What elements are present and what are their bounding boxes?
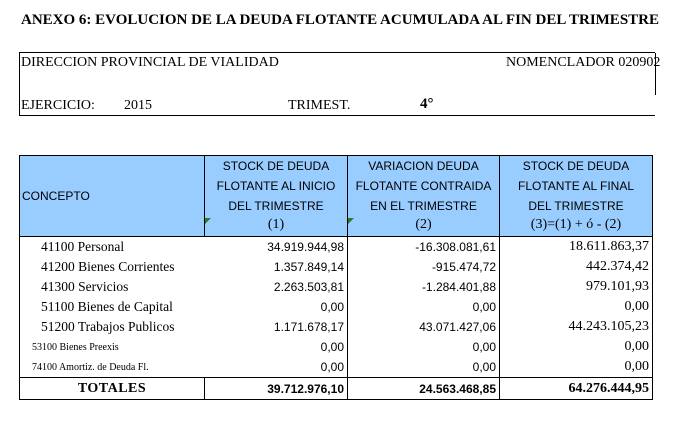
- stock-final-cell: 0,00: [500, 297, 653, 317]
- header-line: (2): [415, 217, 432, 232]
- concepto-cell: 51100 Bienes de Capital: [20, 297, 205, 317]
- header-variacion: [348, 156, 500, 237]
- info-box: [19, 52, 661, 116]
- totals-label: TOTALES: [20, 378, 205, 400]
- stock-final-cell: 18.611.863,37: [500, 237, 653, 258]
- table-row: [20, 337, 653, 357]
- header-line: EN EL TRIMESTRE: [370, 199, 477, 213]
- stock-final-cell: 44.243.105,23: [500, 317, 653, 337]
- variacion-cell: -16.308.081,61: [348, 237, 500, 258]
- stock-inicio-cell: 0,00: [205, 337, 348, 357]
- concepto-cell: 53100 Bienes Preexis: [20, 337, 205, 357]
- table-row: [20, 357, 653, 378]
- header-line: FLOTANTE AL FINAL: [517, 179, 635, 193]
- header-line: (3)=(1) + ó - (2): [530, 217, 622, 232]
- table-header-row: [20, 156, 653, 237]
- concepto-cell: 41300 Servicios: [20, 277, 205, 297]
- stock-inicio-cell: 1.171.678,17: [205, 317, 348, 337]
- header-line: VARIACION DEUDA: [368, 159, 479, 173]
- header-line: STOCK DE DEUDA: [522, 159, 630, 173]
- stock-inicio-cell: 2.263.503,81: [205, 277, 348, 297]
- comment-indicator-icon: [205, 218, 211, 224]
- table-row: [20, 277, 653, 297]
- variacion-cell: 0,00: [348, 297, 500, 317]
- header-line: DEL TRIMESTRE: [528, 199, 624, 213]
- variacion-cell: 43.071.427,06: [348, 317, 500, 337]
- header-line: FLOTANTE CONTRAIDA: [355, 179, 492, 193]
- stock-inicio-cell: 0,00: [205, 357, 348, 378]
- comment-indicator-icon: [348, 218, 354, 224]
- ejercicio-value: 2015: [124, 98, 152, 113]
- concepto-cell: 74100 Amortiz. de Deuda Fl.: [20, 357, 205, 378]
- header-stock-final: [500, 156, 653, 237]
- concepto-cell: 41100 Personal: [20, 237, 205, 258]
- header-stock-inicio: [205, 156, 348, 237]
- header-line: DEL TRIMESTRE: [228, 199, 324, 213]
- deuda-table: [19, 155, 653, 400]
- stock-final-cell: 442.374,42: [500, 257, 653, 277]
- stock-final-cell: 0,00: [500, 337, 653, 357]
- variacion-cell: -915.474,72: [348, 257, 500, 277]
- table-row: [20, 317, 653, 337]
- header-line: STOCK DE DEUDA: [222, 159, 330, 173]
- table-row: [20, 237, 653, 258]
- table-row: [20, 257, 653, 277]
- report-title: ANEXO 6: EVOLUCION DE LA DEUDA FLOTANTE ACUMULADA AL FIN DEL TRIMESTRE: [21, 12, 659, 28]
- total-stock-final: 64.276.444,95: [500, 378, 653, 400]
- variacion-cell: -1.284.401,88: [348, 277, 500, 297]
- trimestre-label: TRIMEST.: [288, 98, 351, 113]
- trimestre-value: 4°: [420, 96, 434, 112]
- total-variacion: 24.563.468,85: [348, 378, 500, 400]
- variacion-cell: 0,00: [348, 357, 500, 378]
- total-stock-inicio: 39.712.976,10: [205, 378, 348, 400]
- variacion-cell: 0,00: [348, 337, 500, 357]
- stock-final-cell: 0,00: [500, 357, 653, 378]
- totals-row: [20, 378, 653, 400]
- concepto-cell: 51200 Trabajos Publicos: [20, 317, 205, 337]
- header-line: FLOTANTE AL INICIO: [216, 179, 336, 193]
- stock-inicio-cell: 1.357.849,14: [205, 257, 348, 277]
- stock-inicio-cell: 34.919.944,98: [205, 237, 348, 258]
- header-concepto: CONCEPTO: [20, 156, 205, 237]
- ejercicio-label: EJERCICIO:: [21, 98, 95, 113]
- nomenclador-label: NOMENCLADOR 020902: [506, 55, 661, 70]
- stock-inicio-cell: 0,00: [205, 297, 348, 317]
- header-line: (1): [267, 217, 285, 232]
- stock-final-cell: 979.101,93: [500, 277, 653, 297]
- direccion-label: DIRECCION PROVINCIAL DE VIALIDAD: [21, 55, 279, 70]
- table-row: [20, 297, 653, 317]
- concepto-cell: 41200 Bienes Corrientes: [20, 257, 205, 277]
